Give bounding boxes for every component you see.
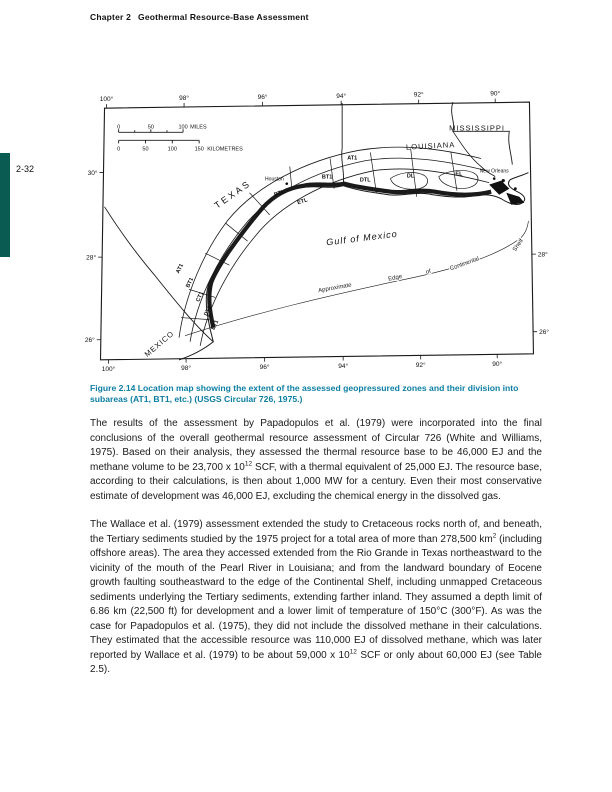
scale-km-unit: KILOMETRES	[207, 146, 243, 153]
zone-label-1: BT1	[321, 174, 333, 181]
label-mexico: MEXICO	[142, 328, 176, 359]
paragraph-2-text-b: (including offshore areas). The area they accessed extended from the Rio Grande in Texas northeastward to the vicinity of the mouth of the Pearl River in Louisiana; and from the landward boundary of Eocene growth faulting southeastward to the edge of the Continental Shelf, including unmapped Cretaceous sediments underlying the Tertiary sediments, extending farther inland. They assumed a depth limit of 6.86 km (22,500 ft) for development and a lower limit of temperature of 150°C (300°F). As was the case for Papadopulos et al. (1975), they did not include the dissolved methane in their calculations. They estimated that the accessible resource was 110,000 EJ of dissolved methane, which was later reported by Wallace et al. (1979) to be about 59,000 x 10	[90, 533, 542, 661]
lat-label-left-28: 28°	[86, 254, 97, 262]
city-markers	[265, 169, 509, 185]
scale-bar	[117, 124, 243, 152]
shelf-label-continental: Continental	[449, 256, 481, 273]
shelf-label-approximate: Approximate	[317, 282, 353, 295]
paragraph-2	[90, 518, 542, 678]
paragraph-1	[90, 417, 542, 504]
chapter-title: Geothermal Resource-Base Assessment	[138, 12, 309, 22]
lon-label-top-98: 98°	[179, 94, 190, 102]
lon-label-top-92: 92°	[413, 91, 424, 99]
scale-miles-unit: MILES	[190, 124, 207, 131]
zone-label-7: AT1	[175, 263, 185, 275]
lon-label-bottom-98: 98°	[181, 364, 192, 372]
paragraph-2-superscript-1: 2	[492, 532, 497, 540]
new-orleans-dot	[493, 177, 496, 180]
shelf-label-of: of	[425, 268, 432, 276]
new-orleans-label: New Orleans	[479, 168, 509, 175]
zone-label-6: ETL	[296, 197, 309, 207]
zone-label-0: AT1	[347, 155, 358, 162]
political-borders	[105, 102, 513, 342]
lon-label-bottom-96: 96°	[259, 363, 270, 371]
body-text	[90, 417, 542, 692]
zone-label-2: DTL	[359, 177, 371, 184]
lon-label-bottom-94: 94°	[338, 362, 349, 370]
scale-km-0: 0	[117, 146, 121, 153]
label-mississippi: MISSISSIPPI	[449, 123, 506, 133]
lon-label-top-90: 90°	[490, 90, 501, 98]
lat-label-right-26: 26°	[539, 329, 549, 337]
region-labels	[143, 123, 505, 359]
figure-caption: Figure 2.14 Location map showing the extent of the assessed geopressured zones and their division into subareas (AT1, BT1, etc.) (USGS Circular 726, 1975.)	[90, 383, 519, 405]
zone-label-3: DL	[406, 173, 415, 180]
zone-labels	[175, 155, 463, 331]
lon-label-top-94: 94°	[336, 92, 347, 100]
lat-label-right-28: 28°	[537, 251, 548, 259]
zone-label-8: BT1	[185, 276, 196, 289]
zone-label-11: ET1	[210, 319, 221, 332]
lon-label-top-100: 100°	[99, 96, 114, 104]
scale-miles-0: 0	[117, 124, 121, 131]
scale-miles-50: 50	[147, 124, 154, 131]
houston-dot	[285, 182, 288, 185]
paragraph-1-text-b: SCF, with a thermal equivalent of 25,000 EJ. The resource base, according to their calculations, is then about 1,000 MW for a century. Even their most conservative estimate of development was 46,000 EJ, excluding the chemical energy in the dissolved gas.	[90, 461, 543, 502]
scale-km-150: 150	[194, 146, 204, 153]
location-map	[85, 88, 555, 380]
lon-label-bottom-100: 100°	[101, 365, 116, 373]
paragraph-2-text-a: The Wallace et al. (1979) assessment extended the study to Cretaceous rocks north of, and beneath, the Tertiary sediments studied by the 1975 project for a total area of more than 278,500 km	[90, 519, 542, 545]
chapter-header	[90, 12, 309, 22]
section-tab-bar	[0, 153, 10, 257]
geopressured-zone-bands	[179, 147, 524, 346]
paragraph-1-superscript-1: 12	[244, 460, 253, 468]
scale-km-100: 100	[167, 146, 177, 153]
shelf-label-edge: Edge	[387, 273, 403, 283]
zone-label-9: CT1	[195, 291, 206, 304]
paragraph-2-superscript-2: 12	[349, 648, 357, 656]
scale-miles-100: 100	[178, 124, 188, 131]
zone-label-4: EL	[455, 171, 463, 178]
zone-label-10: DT1	[203, 305, 214, 318]
label-texas: TEXAS	[212, 178, 253, 211]
lat-label-left-26: 26°	[84, 337, 95, 345]
paragraph-2-text-c: SCF or only about 60,000 EJ (see Table 2.5).	[90, 649, 542, 675]
lon-label-top-96: 96°	[257, 93, 268, 101]
shelf-label-shelf: Shelf	[512, 238, 525, 253]
label-gulf-of-mexico: Gulf of Mexico	[325, 228, 399, 248]
houston-label: Houston	[265, 176, 284, 183]
scale-km-50: 50	[142, 146, 149, 153]
chapter-number: Chapter 2	[90, 12, 132, 22]
lat-label-left-30: 30°	[87, 170, 98, 178]
zone-label-5: BTL	[273, 189, 286, 199]
page-number: 2-32	[16, 164, 35, 174]
lon-label-bottom-90: 90°	[492, 360, 503, 368]
lon-label-bottom-92: 92°	[415, 361, 426, 369]
figure-2-14-map	[85, 88, 555, 380]
paragraph-1-text-a: The results of the assessment by Papadopulos et al. (1979) were incorporated into the final conclusions of the overall geothermal resource assessment of Circular 726 (White and Williams, 1975). Based on their analysis, they assessed the thermal resource base to be 46,000 EJ and the methane volume to be 23,700 x 10	[90, 418, 542, 473]
label-louisiana: LOUISIANA	[405, 140, 456, 152]
